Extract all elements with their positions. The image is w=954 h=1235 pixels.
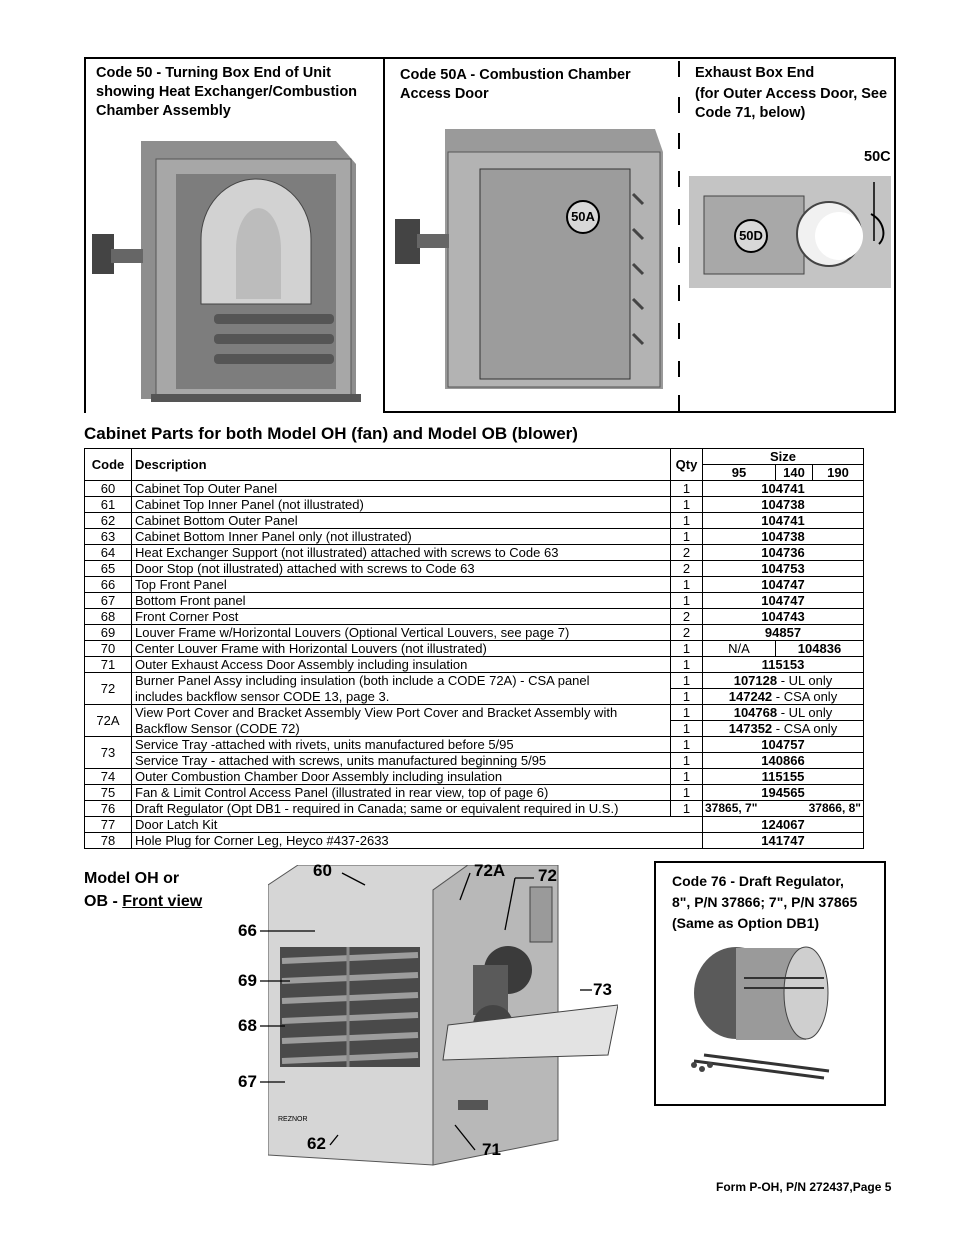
callout-67: 67 — [238, 1072, 257, 1091]
row-description: Outer Combustion Chamber Door Assembly including insulation — [132, 769, 671, 785]
row-code: 68 — [85, 609, 132, 625]
exhaust-cell — [686, 59, 896, 411]
row-part-number: 124067 — [703, 817, 864, 833]
row-part-number: 194565 — [703, 785, 864, 801]
row-description: Hole Plug for Corner Leg, Heyco #437-2633 — [132, 833, 703, 849]
front-view-label-line2 — [84, 890, 202, 913]
exhaust-box-photo — [689, 176, 891, 288]
turning-box-photo — [86, 119, 383, 413]
row-qty: 2 — [671, 545, 703, 561]
table-row — [85, 545, 864, 561]
table-row — [85, 769, 864, 785]
table-row — [85, 737, 864, 753]
dash-divider — [678, 323, 680, 339]
callout-62: 62 — [307, 1134, 326, 1153]
row-description: Top Front Panel — [132, 577, 671, 593]
col-size-95: 95 — [703, 465, 776, 481]
callout-72a: 72A — [474, 861, 506, 880]
row-code: 78 — [85, 833, 132, 849]
callout-68: 68 — [238, 1016, 257, 1035]
row-code: 76 — [85, 801, 132, 817]
row-code: 71 — [85, 657, 132, 673]
cabinet-parts-table — [84, 448, 864, 849]
table-row — [85, 561, 864, 577]
table-row — [85, 625, 864, 641]
row-qty: 1 — [671, 785, 703, 801]
row-part-number — [703, 705, 864, 721]
draft-regulator-line2: 8", P/N 37866; 7", P/N 37865 — [672, 894, 858, 910]
row-code: 67 — [85, 593, 132, 609]
callout-50a: 50A — [566, 200, 600, 234]
row-part-number: 104741 — [703, 481, 864, 497]
table-row — [85, 801, 864, 817]
row-part-number — [703, 673, 864, 689]
front-view-prefix: OB - — [84, 893, 123, 910]
page-footer: Form P-OH, P/N 272437,Page 5 — [716, 1180, 892, 1194]
row-part-number: 104738 — [703, 529, 864, 545]
row-qty: 1 — [671, 513, 703, 529]
row-description: Heat Exchanger Support (not illustrated) attached with screws to Code 63 — [132, 545, 671, 561]
row-code: 63 — [85, 529, 132, 545]
table-row — [85, 609, 864, 625]
row-qty: 2 — [671, 561, 703, 577]
table-row — [85, 689, 864, 705]
row-description: Draft Regulator (Opt DB1 - required in Canada; same or equivalent required in U.S.) — [132, 801, 671, 817]
draft-regulator-box — [654, 861, 886, 1106]
row-part-number: 104736 — [703, 545, 864, 561]
table-row — [85, 753, 864, 769]
code50-cell — [86, 59, 385, 411]
table-row — [85, 833, 864, 849]
section-heading: Cabinet Parts for both Model OH (fan) and Model OB (blower) — [84, 424, 578, 443]
row-part-number: 104753 — [703, 561, 864, 577]
table-row — [85, 785, 864, 801]
table-row — [85, 481, 864, 497]
row-part-number: 115153 — [703, 657, 864, 673]
col-size-190: 190 — [813, 465, 864, 481]
part-note: - UL only — [777, 673, 833, 688]
row-code: 72 — [85, 673, 132, 705]
col-qty: Qty — [671, 449, 703, 481]
row-description: Bottom Front panel — [132, 593, 671, 609]
dash-divider — [678, 247, 680, 263]
row-part-number: 94857 — [703, 625, 864, 641]
col-code: Code — [85, 449, 132, 481]
callout-66: 66 — [238, 921, 257, 940]
part-number-7in: 37865, 7" — [705, 801, 758, 815]
table-row — [85, 577, 864, 593]
row-qty: 1 — [671, 689, 703, 705]
row-code: 72A — [85, 705, 132, 737]
front-view-brand: REZNOR — [278, 1116, 308, 1123]
row-qty: 1 — [671, 737, 703, 753]
callout-60: 60 — [313, 861, 332, 880]
row-part-number: 104738 — [703, 497, 864, 513]
row-description: includes backflow sensor CODE 13, page 3. — [132, 689, 671, 705]
dash-divider — [678, 361, 680, 377]
row-qty: 1 — [671, 753, 703, 769]
row-code: 74 — [85, 769, 132, 785]
callout-69: 69 — [238, 971, 257, 990]
part-number: 104768 — [733, 705, 778, 720]
table-row — [85, 817, 864, 833]
row-part-number: 141747 — [703, 833, 864, 849]
dash-divider — [678, 133, 680, 149]
front-view-underlined: Front view — [122, 893, 203, 910]
table-row — [85, 721, 864, 737]
row-qty: 1 — [671, 673, 703, 689]
table-header-row — [85, 449, 864, 465]
row-description: Cabinet Bottom Outer Panel — [132, 513, 671, 529]
row-part-number — [703, 721, 864, 737]
row-code: 64 — [85, 545, 132, 561]
row-qty: 1 — [671, 529, 703, 545]
row-description: Center Louver Frame with Horizontal Louvers (not illustrated) — [132, 641, 671, 657]
draft-regulator-caption — [672, 871, 857, 934]
row-description: Fan & Limit Control Access Panel (illustrated in rear view, top of page 6) — [132, 785, 671, 801]
row-code: 70 — [85, 641, 132, 657]
row-part-number: 104747 — [703, 577, 864, 593]
dash-divider — [678, 61, 680, 77]
table-row — [85, 705, 864, 721]
row-description: Cabinet Bottom Inner Panel only (not illustrated) — [132, 529, 671, 545]
row-qty: 1 — [671, 577, 703, 593]
row-description: Door Stop (not illustrated) attached with screws to Code 63 — [132, 561, 671, 577]
col-description: Description — [132, 449, 671, 481]
row-description: View Port Cover and Bracket Assembly View Port Cover and Bracket Assembly with — [132, 705, 671, 721]
row-part-number: 104836 — [776, 641, 864, 657]
dash-divider — [678, 395, 680, 411]
part-number: 147242 — [728, 689, 773, 704]
row-description: Cabinet Top Outer Panel — [132, 481, 671, 497]
row-description: Outer Exhaust Access Door Assembly including insulation — [132, 657, 671, 673]
part-number: 107128 — [733, 673, 778, 688]
dash-divider — [678, 209, 680, 225]
row-part-number: 104747 — [703, 593, 864, 609]
row-description: Front Corner Post — [132, 609, 671, 625]
row-description: Cabinet Top Inner Panel (not illustrated) — [132, 497, 671, 513]
combustion-door-photo — [385, 124, 677, 404]
part-number: 147352 — [728, 721, 773, 736]
row-description: Backflow Sensor (CODE 72) — [132, 721, 671, 737]
callout-73: 73 — [593, 980, 612, 999]
code50a-cell — [385, 59, 681, 411]
row-qty: 1 — [671, 657, 703, 673]
row-size-95: N/A — [703, 641, 776, 657]
row-qty: 1 — [671, 769, 703, 785]
exhaust-title: Exhaust Box End — [695, 65, 815, 81]
row-qty: 1 — [671, 801, 703, 817]
row-description: Louver Frame w/Horizontal Louvers (Optional Vertical Louvers, see page 7) — [132, 625, 671, 641]
row-part-number — [703, 689, 864, 705]
row-code: 77 — [85, 817, 132, 833]
dash-divider — [678, 97, 680, 113]
row-part-number: 104757 — [703, 737, 864, 753]
exhaust-note: (for Outer Access Door, See Code 71, below) — [695, 86, 888, 121]
table-row — [85, 673, 864, 689]
row-qty: 1 — [671, 497, 703, 513]
callout-leader-lines — [230, 860, 630, 1160]
row-code: 61 — [85, 497, 132, 513]
row-qty: 1 — [671, 705, 703, 721]
part-number-8in: 37866, 8" — [808, 801, 861, 815]
callout-50d: 50D — [734, 219, 768, 253]
draft-regulator-line3: (Same as Option DB1) — [672, 915, 820, 931]
table-row — [85, 513, 864, 529]
row-qty: 1 — [671, 481, 703, 497]
row-description: Service Tray -attached with rivets, units manufactured before 5/95 — [132, 737, 671, 753]
row-description: Door Latch Kit — [132, 817, 703, 833]
row-code: 69 — [85, 625, 132, 641]
draft-regulator-photo — [684, 943, 864, 1093]
table-row — [85, 593, 864, 609]
dash-divider — [678, 285, 680, 301]
callout-72: 72 — [538, 866, 557, 885]
row-code: 60 — [85, 481, 132, 497]
label-50c: 50C — [864, 149, 891, 165]
front-view-label — [84, 867, 202, 913]
row-qty: 1 — [671, 721, 703, 737]
row-description: Burner Panel Assy including insulation (both include a CODE 72A) - CSA panel — [132, 673, 671, 689]
row-code: 65 — [85, 561, 132, 577]
row-qty: 1 — [671, 641, 703, 657]
table-row — [85, 641, 864, 657]
row-part-number — [703, 801, 864, 817]
row-code: 66 — [85, 577, 132, 593]
col-size-140: 140 — [776, 465, 813, 481]
row-qty: 1 — [671, 593, 703, 609]
table-row — [85, 497, 864, 513]
code50-caption: Code 50 - Turning Box End of Unit showing Heat Exchanger/Combustion Chamber Assembly — [96, 65, 358, 119]
row-code: 73 — [85, 737, 132, 769]
row-code: 62 — [85, 513, 132, 529]
part-note: - CSA only — [772, 689, 838, 704]
part-note: - UL only — [777, 705, 833, 720]
code50a-caption: Code 50A - Combustion Chamber Access Door — [400, 67, 631, 102]
callout-71: 71 — [482, 1140, 501, 1159]
table-row — [85, 529, 864, 545]
row-part-number: 140866 — [703, 753, 864, 769]
row-part-number: 104741 — [703, 513, 864, 529]
front-view-label-line1: Model OH or — [84, 870, 180, 887]
row-part-number: 115155 — [703, 769, 864, 785]
top-figure-panel — [84, 57, 896, 413]
part-note: - CSA only — [772, 721, 838, 736]
row-description: Service Tray - attached with screws, units manufactured beginning 5/95 — [132, 753, 671, 769]
row-code: 75 — [85, 785, 132, 801]
draft-regulator-line1: Code 76 - Draft Regulator, — [672, 873, 844, 889]
row-part-number: 104743 — [703, 609, 864, 625]
table-row — [85, 657, 864, 673]
dash-divider — [678, 171, 680, 187]
row-qty: 2 — [671, 625, 703, 641]
col-size: Size — [703, 449, 864, 465]
row-qty: 2 — [671, 609, 703, 625]
